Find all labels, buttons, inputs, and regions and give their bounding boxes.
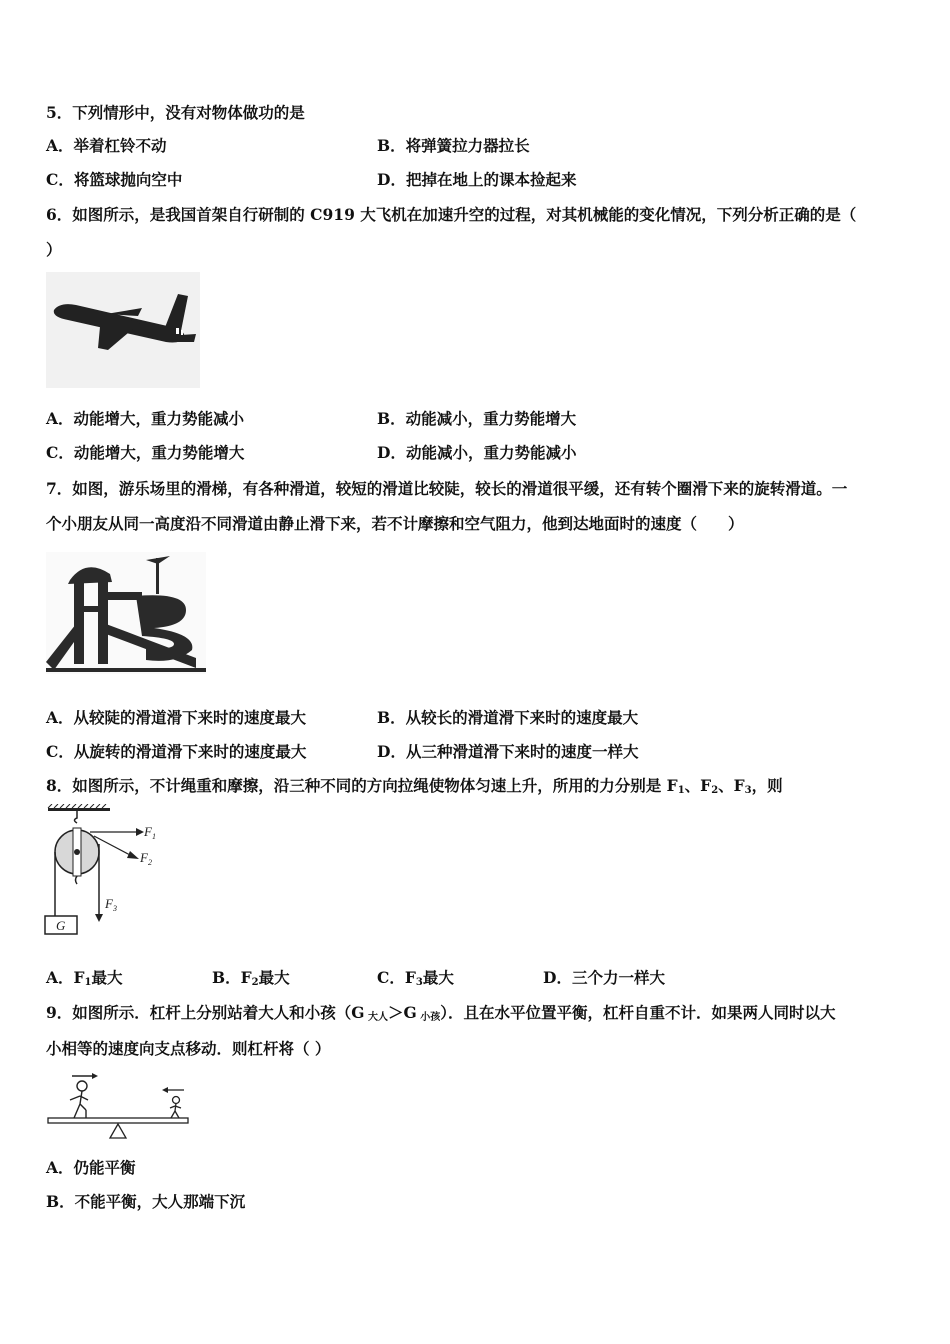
q6-option-a: A．动能增大，重力势能减小 (46, 409, 245, 428)
q7-option-c: C．从旋转的滑道滑下来时的速度最大 (46, 742, 307, 761)
q5-option-b: B．将弹簧拉力器拉长 (377, 136, 530, 155)
airplane-figure (46, 272, 200, 388)
svg-text:F1: $F_1$ (144, 824, 156, 841)
q5-option-c: C．将篮球抛向空中 (46, 170, 183, 189)
q9-option-a: A．仍能平衡 (46, 1158, 136, 1177)
q7-option-b: B．从较长的滑道滑下来时的速度最大 (377, 708, 639, 727)
q9-option-b: B．不能平衡，大人那端下沉 (46, 1192, 246, 1211)
q5-option-d: D．把掉在地上的课本捡起来 (377, 170, 577, 189)
q6-option-b: B．动能减小，重力势能增大 (377, 409, 577, 428)
q7-stem-line2: 个小朋友从同一高度沿不同滑道由静止滑下来，若不计摩擦和空气阻力，他到达地面时的速度（ ） (46, 514, 744, 533)
q6-stem-line2: ） (46, 240, 62, 259)
q5-option-a: A．举着杠铃不动 (46, 136, 167, 155)
q8-option-a: A．$F_1$最大 (46, 968, 123, 988)
lever-figure (46, 1072, 192, 1142)
q7-stem-line1: 7．如图，游乐场里的滑梯，有各种滑道，较短的滑道比较陡，较长的滑道很平缓，还有转个圈滑下来的旋转滑道。一 (46, 479, 848, 498)
q8-stem: 8．如图所示，不计绳重和摩擦，沿三种不同的方向拉绳使物体匀速上升，所用的力分别是 $F_1$、$F_2$、$F_3$，则 (46, 776, 783, 796)
q8-option-c: C．$F_3$最大 (377, 968, 454, 988)
q8-option-b: B．$F_2$最大 (212, 968, 290, 988)
q7-option-d: D．从三种滑道滑下来时的速度一样大 (377, 742, 639, 761)
q9-stem-line1: 9．如图所示．杠杆上分别站着大人和小孩（G $_{大人}$＞G $_{小孩}$）．且在水平位置平衡，杠杆自重不计．如果两人同时以大 (46, 1003, 836, 1023)
svg-text:F3: $F_3$ (105, 896, 117, 913)
pulley-figure (44, 804, 164, 938)
q8-option-d: D．三个力一样大 (543, 968, 665, 987)
q6-option-d: D．动能减小，重力势能减小 (377, 443, 577, 462)
q6-stem-line1: 6．如图所示，是我国首架自行研制的 C919 大飞机在加速升空的过程，对其机械能的变化情况，下列分析正确的是（ (46, 205, 857, 224)
q6-option-c: C．动能增大，重力势能增大 (46, 443, 245, 462)
q9-stem-line2: 小相等的速度向支点移动．则杠杆将（ ） (46, 1039, 331, 1058)
q7-option-a: A．从较陡的滑道滑下来时的速度最大 (46, 708, 307, 727)
q5-stem: 5．下列情形中，没有对物体做功的是 (46, 103, 305, 122)
slide-figure (46, 552, 206, 674)
svg-text:F2: $F_2$ (140, 850, 152, 867)
svg-text:G: G (56, 918, 66, 933)
